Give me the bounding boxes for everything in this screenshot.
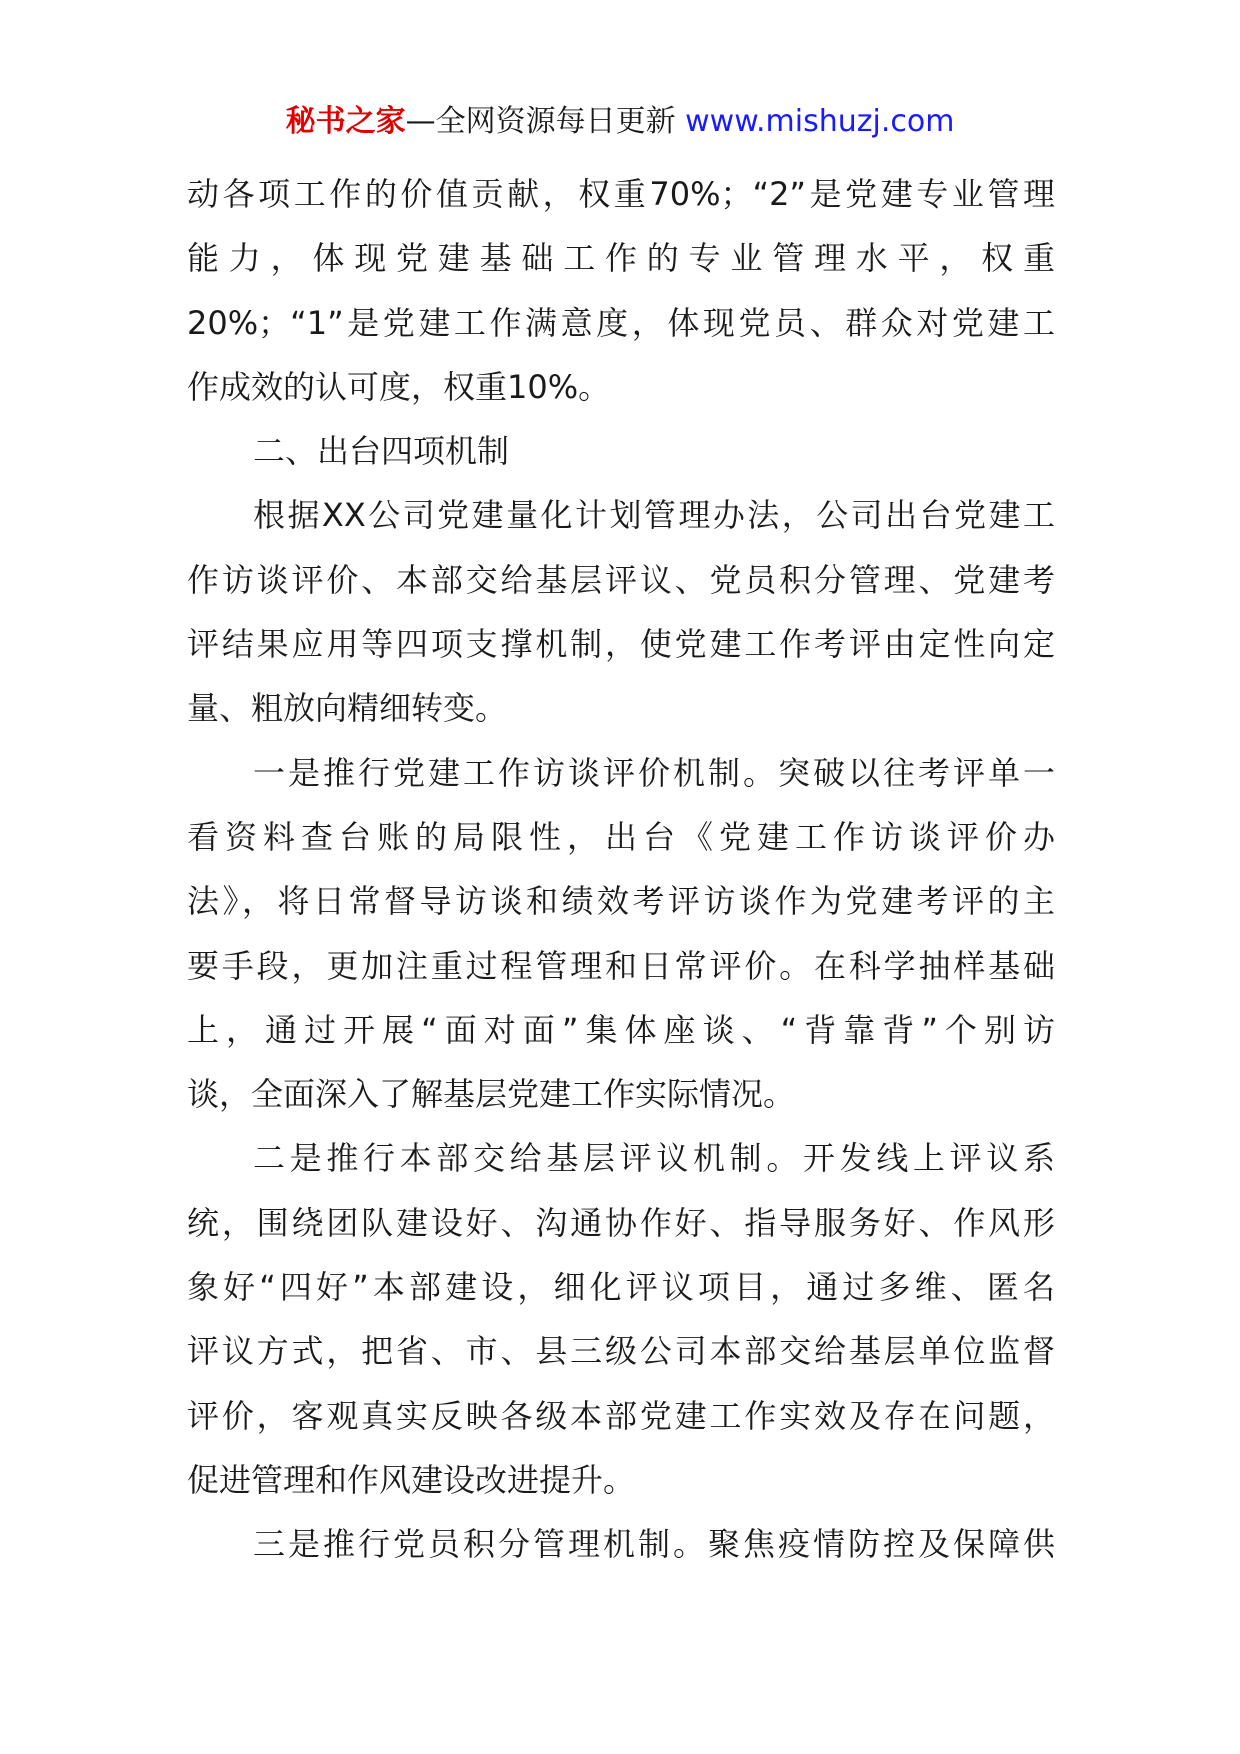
- text-line: 动各项工作的价值贡献，权重70%；“2”是党建专业管理: [187, 175, 1055, 213]
- site-url-link[interactable]: www.mishuzj.com: [685, 104, 955, 139]
- text-line: 评结果应用等四项支撑机制，使党建工作考评由定性向定: [187, 625, 1055, 664]
- text-line: 二是推行本部交给基层评议机制。开发线上评议系: [253, 1139, 1055, 1178]
- text-line: 一是推行党建工作访谈评价机制。突破以往考评单一: [253, 753, 1055, 792]
- text-line: 谈，全面深入了解基层党建工作实际情况。: [187, 1075, 796, 1114]
- text-line: 20%；“1”是党建工作满意度，体现党员、群众对党建工: [187, 303, 1055, 342]
- text-line: 能力，体现党建基础工作的专业管理水平，权重: [187, 239, 1055, 278]
- text-line: 看资料查台账的局限性，出台《党建工作访谈评价办: [187, 817, 1055, 856]
- document-body: [187, 162, 1055, 1577]
- watermark-header: [0, 100, 1240, 144]
- text-line: 促进管理和作风建设改进提升。: [187, 1460, 636, 1499]
- text-line: 法》，将日常督导访谈和绩效考评访谈作为党建考评的主: [187, 882, 1055, 921]
- header-slogan: —全网资源每日更新: [405, 104, 676, 139]
- text-line: 量、粗放向精细转变。: [187, 689, 508, 728]
- text-line: 根据XX公司党建量化计划管理办法，公司出台党建工: [253, 496, 1055, 535]
- text-line: 上，通过开展“面对面”集体座谈、“背靠背”个别访: [187, 1010, 1055, 1049]
- text-line: 作成效的认可度，权重10%。: [187, 367, 611, 406]
- text-line: 三是推行党员积分管理机制。聚焦疫情防控及保障供: [253, 1525, 1055, 1564]
- text-line: 评议方式，把省、市、县三级公司本部交给基层单位监督: [187, 1332, 1055, 1371]
- text-line: 评价，客观真实反映各级本部党建工作实效及存在问题，: [187, 1396, 1055, 1435]
- text-line: 作访谈评价、本部交给基层评议、党员积分管理、党建考: [187, 560, 1055, 599]
- text-line: 要手段，更加注重过程管理和日常评价。在科学抽样基础: [187, 946, 1055, 985]
- text-line: 统，围绕团队建设好、沟通协作好、指导服务好、作风形: [187, 1203, 1055, 1242]
- text-line: 象好“四好”本部建设，细化评议项目，通过多维、匿名: [187, 1268, 1055, 1307]
- section-heading: 二、出台四项机制: [253, 432, 510, 471]
- brand-name: 秘书之家: [285, 104, 406, 139]
